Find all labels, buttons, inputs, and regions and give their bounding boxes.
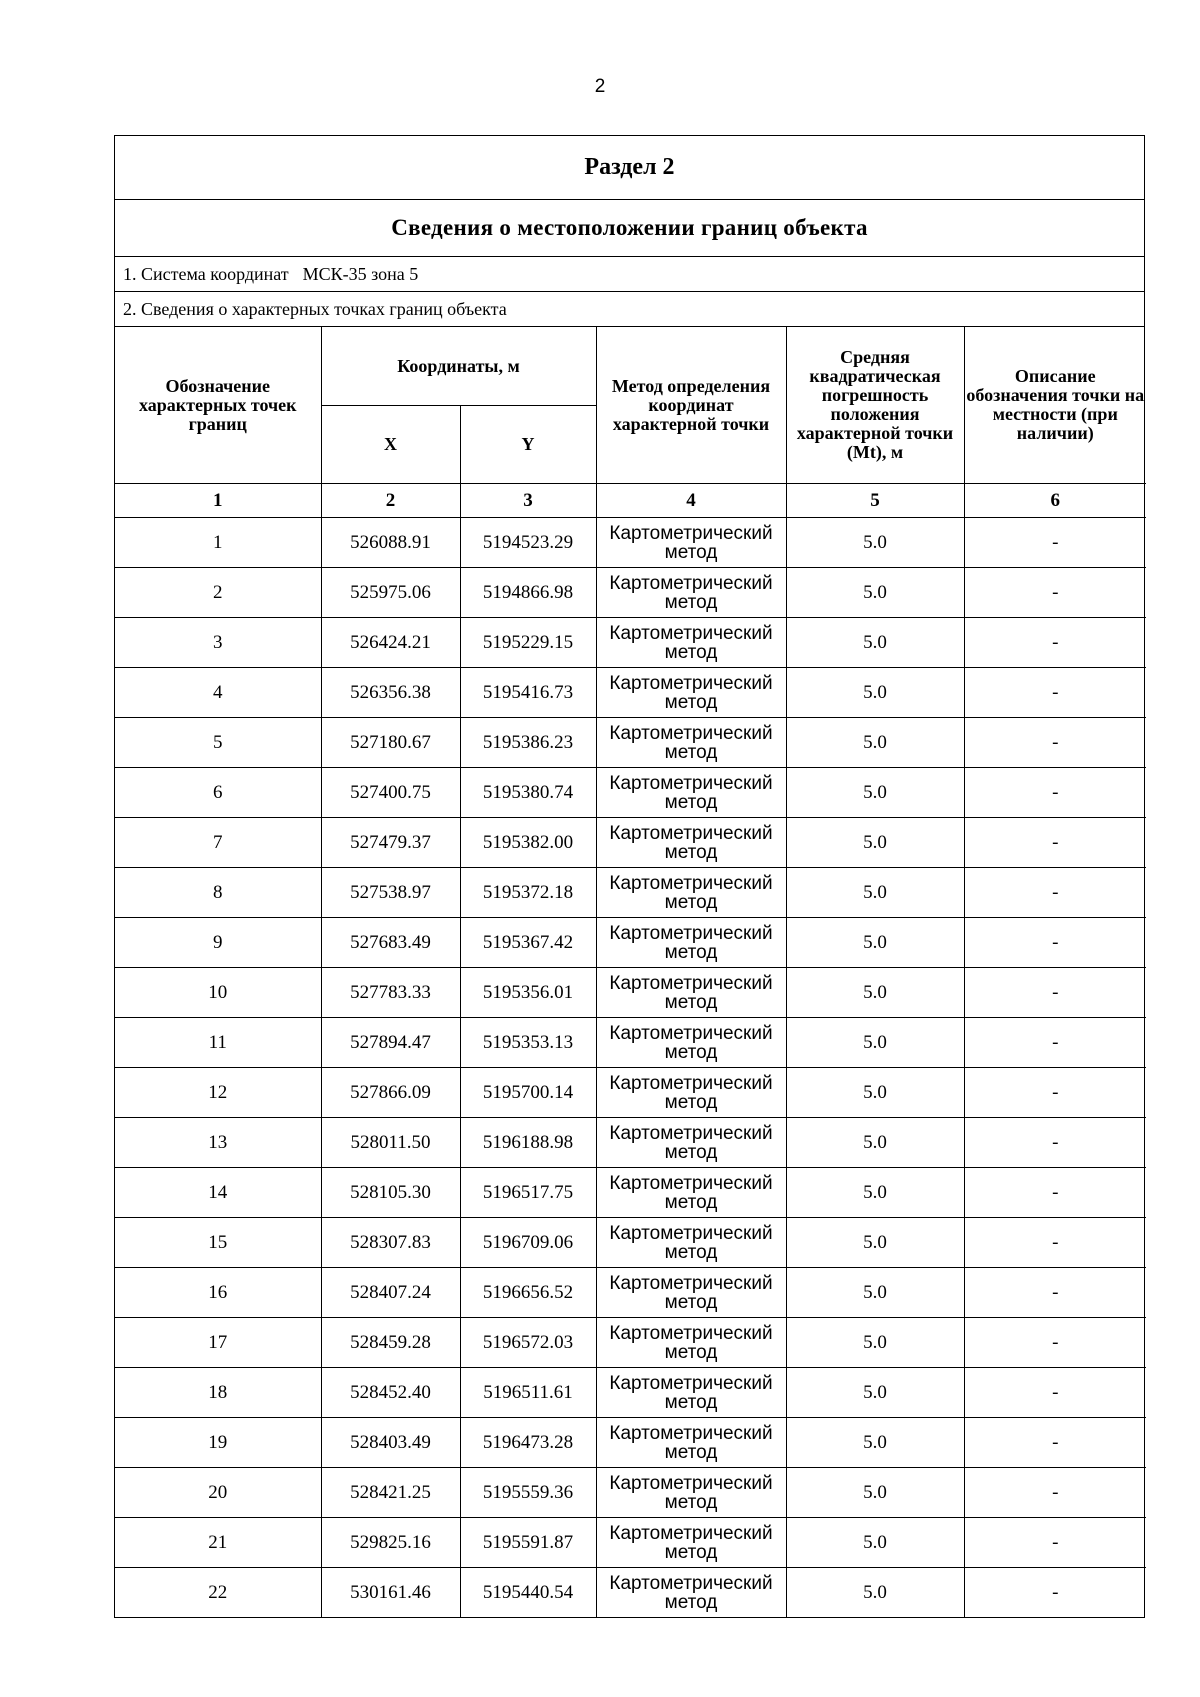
method-cell: Картометрический метод bbox=[596, 1468, 786, 1518]
table-row bbox=[115, 1318, 1146, 1368]
points-heading: 2. Сведения о характерных точках границ объекта bbox=[115, 292, 1144, 327]
coordinate-y-cell: 5194866.98 bbox=[460, 568, 596, 618]
coordinate-system-row bbox=[115, 257, 1144, 292]
coordinate-x-cell: 527783.33 bbox=[321, 968, 460, 1018]
method-cell: Картометрический метод bbox=[596, 1418, 786, 1468]
error-cell: 5.0 bbox=[786, 1218, 964, 1268]
description-cell: - bbox=[964, 1268, 1146, 1318]
coordinate-x-cell: 528421.25 bbox=[321, 1468, 460, 1518]
description-cell: - bbox=[964, 768, 1146, 818]
method-cell: Картометрический метод bbox=[596, 918, 786, 968]
error-cell: 5.0 bbox=[786, 568, 964, 618]
header-x: X bbox=[321, 406, 460, 484]
description-cell: - bbox=[964, 1068, 1146, 1118]
description-cell: - bbox=[964, 1418, 1146, 1468]
description-cell: - bbox=[964, 1118, 1146, 1168]
table-row bbox=[115, 1268, 1146, 1318]
table-row bbox=[115, 1368, 1146, 1418]
coordinate-x-cell: 525975.06 bbox=[321, 568, 460, 618]
error-cell: 5.0 bbox=[786, 868, 964, 918]
point-number-cell: 8 bbox=[115, 868, 321, 918]
table-row bbox=[115, 568, 1146, 618]
error-cell: 5.0 bbox=[786, 668, 964, 718]
coordinate-y-cell: 5195372.18 bbox=[460, 868, 596, 918]
description-cell: - bbox=[964, 568, 1146, 618]
error-cell: 5.0 bbox=[786, 768, 964, 818]
table-row bbox=[115, 818, 1146, 868]
method-cell: Картометрический метод bbox=[596, 568, 786, 618]
method-cell: Картометрический метод bbox=[596, 668, 786, 718]
coordinate-x-cell: 528105.30 bbox=[321, 1168, 460, 1218]
table-row bbox=[115, 518, 1146, 568]
error-cell: 5.0 bbox=[786, 718, 964, 768]
error-cell: 5.0 bbox=[786, 618, 964, 668]
point-number-cell: 16 bbox=[115, 1268, 321, 1318]
table-row bbox=[115, 1418, 1146, 1468]
coordinate-y-cell: 5195229.15 bbox=[460, 618, 596, 668]
description-cell: - bbox=[964, 818, 1146, 868]
point-number-cell: 6 bbox=[115, 768, 321, 818]
coordinate-x-cell: 529825.16 bbox=[321, 1518, 460, 1568]
column-number: 4 bbox=[596, 484, 786, 518]
method-cell: Картометрический метод bbox=[596, 818, 786, 868]
coordinate-x-cell: 526424.21 bbox=[321, 618, 460, 668]
error-cell: 5.0 bbox=[786, 1368, 964, 1418]
point-number-cell: 17 bbox=[115, 1318, 321, 1368]
coordinate-y-cell: 5195380.74 bbox=[460, 768, 596, 818]
table-row bbox=[115, 1118, 1146, 1168]
coordinate-y-cell: 5195386.23 bbox=[460, 718, 596, 768]
point-number-cell: 11 bbox=[115, 1018, 321, 1068]
section-2-frame bbox=[114, 135, 1145, 1618]
method-cell: Картометрический метод bbox=[596, 1168, 786, 1218]
coordinate-x-cell: 526356.38 bbox=[321, 668, 460, 718]
table-row bbox=[115, 1018, 1146, 1068]
coordinate-x-cell: 527180.67 bbox=[321, 718, 460, 768]
method-cell: Картометрический метод bbox=[596, 1518, 786, 1568]
coordinate-x-cell: 527538.97 bbox=[321, 868, 460, 918]
header-description: Описание обозначения точки на местности (при наличии) bbox=[964, 327, 1146, 484]
error-cell: 5.0 bbox=[786, 968, 964, 1018]
coordinate-y-cell: 5196511.61 bbox=[460, 1368, 596, 1418]
coordinate-y-cell: 5196656.52 bbox=[460, 1268, 596, 1318]
method-cell: Картометрический метод bbox=[596, 1218, 786, 1268]
table-row bbox=[115, 1568, 1146, 1618]
point-number-cell: 3 bbox=[115, 618, 321, 668]
method-cell: Картометрический метод bbox=[596, 868, 786, 918]
column-number: 1 bbox=[115, 484, 321, 518]
error-cell: 5.0 bbox=[786, 1468, 964, 1518]
coordinate-y-cell: 5195559.36 bbox=[460, 1468, 596, 1518]
page-number: 2 bbox=[594, 76, 606, 97]
point-number-cell: 10 bbox=[115, 968, 321, 1018]
table-row bbox=[115, 968, 1146, 1018]
point-number-cell: 15 bbox=[115, 1218, 321, 1268]
method-cell: Картометрический метод bbox=[596, 968, 786, 1018]
point-number-cell: 14 bbox=[115, 1168, 321, 1218]
coordinate-y-cell: 5196709.06 bbox=[460, 1218, 596, 1268]
point-number-cell: 5 bbox=[115, 718, 321, 768]
coordinate-x-cell: 528407.24 bbox=[321, 1268, 460, 1318]
table-row bbox=[115, 1068, 1146, 1118]
error-cell: 5.0 bbox=[786, 1268, 964, 1318]
boundary-points-table bbox=[115, 327, 1146, 1617]
method-cell: Картометрический метод bbox=[596, 1268, 786, 1318]
coordinate-system-value: МСК-35 зона 5 bbox=[302, 263, 419, 284]
header-point-designation: Обозначение характерных точек границ bbox=[115, 327, 321, 484]
point-number-cell: 2 bbox=[115, 568, 321, 618]
error-cell: 5.0 bbox=[786, 1318, 964, 1368]
column-numbers-row bbox=[115, 484, 1146, 518]
coordinate-x-cell: 527479.37 bbox=[321, 818, 460, 868]
header-error: Средняя квадратическая погрешность положения характерной точки (Mt), м bbox=[786, 327, 964, 484]
coordinate-y-cell: 5196188.98 bbox=[460, 1118, 596, 1168]
header-y: Y bbox=[460, 406, 596, 484]
description-cell: - bbox=[964, 1368, 1146, 1418]
point-number-cell: 18 bbox=[115, 1368, 321, 1418]
point-number-cell: 12 bbox=[115, 1068, 321, 1118]
method-cell: Картометрический метод bbox=[596, 1568, 786, 1618]
description-cell: - bbox=[964, 1568, 1146, 1618]
method-cell: Картометрический метод bbox=[596, 1118, 786, 1168]
column-number: 3 bbox=[460, 484, 596, 518]
method-cell: Картометрический метод bbox=[596, 1318, 786, 1368]
description-cell: - bbox=[964, 1018, 1146, 1068]
description-cell: - bbox=[964, 1468, 1146, 1518]
description-cell: - bbox=[964, 968, 1146, 1018]
header-method: Метод определения координат характерной точки bbox=[596, 327, 786, 484]
column-number: 6 bbox=[964, 484, 1146, 518]
coordinate-y-cell: 5195353.13 bbox=[460, 1018, 596, 1068]
method-cell: Картометрический метод bbox=[596, 1368, 786, 1418]
method-cell: Картометрический метод bbox=[596, 1018, 786, 1068]
coordinate-x-cell: 526088.91 bbox=[321, 518, 460, 568]
column-number: 5 bbox=[786, 484, 964, 518]
error-cell: 5.0 bbox=[786, 1418, 964, 1468]
coordinate-y-cell: 5195382.00 bbox=[460, 818, 596, 868]
method-cell: Картометрический метод bbox=[596, 1068, 786, 1118]
description-cell: - bbox=[964, 668, 1146, 718]
table-row bbox=[115, 868, 1146, 918]
point-number-cell: 21 bbox=[115, 1518, 321, 1568]
table-row bbox=[115, 718, 1146, 768]
coordinate-y-cell: 5195416.73 bbox=[460, 668, 596, 718]
table-row bbox=[115, 1518, 1146, 1568]
error-cell: 5.0 bbox=[786, 1118, 964, 1168]
description-cell: - bbox=[964, 618, 1146, 668]
description-cell: - bbox=[964, 518, 1146, 568]
point-number-cell: 19 bbox=[115, 1418, 321, 1468]
column-number: 2 bbox=[321, 484, 460, 518]
point-number-cell: 20 bbox=[115, 1468, 321, 1518]
coordinate-x-cell: 527400.75 bbox=[321, 768, 460, 818]
method-cell: Картометрический метод bbox=[596, 618, 786, 668]
coordinate-system-label: 1. Система координат bbox=[123, 263, 289, 284]
description-cell: - bbox=[964, 1168, 1146, 1218]
point-number-cell: 13 bbox=[115, 1118, 321, 1168]
coordinate-y-cell: 5195700.14 bbox=[460, 1068, 596, 1118]
table-row bbox=[115, 668, 1146, 718]
points-table-body bbox=[115, 518, 1146, 1618]
error-cell: 5.0 bbox=[786, 918, 964, 968]
coordinate-x-cell: 528011.50 bbox=[321, 1118, 460, 1168]
coordinate-y-cell: 5196572.03 bbox=[460, 1318, 596, 1368]
point-number-cell: 22 bbox=[115, 1568, 321, 1618]
coordinate-y-cell: 5194523.29 bbox=[460, 518, 596, 568]
coordinate-x-cell: 528403.49 bbox=[321, 1418, 460, 1468]
error-cell: 5.0 bbox=[786, 1518, 964, 1568]
coordinate-y-cell: 5195591.87 bbox=[460, 1518, 596, 1568]
method-cell: Картометрический метод bbox=[596, 518, 786, 568]
table-row bbox=[115, 768, 1146, 818]
table-row bbox=[115, 1168, 1146, 1218]
description-cell: - bbox=[964, 718, 1146, 768]
error-cell: 5.0 bbox=[786, 1018, 964, 1068]
method-cell: Картометрический метод bbox=[596, 718, 786, 768]
coordinate-y-cell: 5195440.54 bbox=[460, 1568, 596, 1618]
table-row bbox=[115, 918, 1146, 968]
error-cell: 5.0 bbox=[786, 1568, 964, 1618]
table-row bbox=[115, 1468, 1146, 1518]
description-cell: - bbox=[964, 1518, 1146, 1568]
description-cell: - bbox=[964, 868, 1146, 918]
error-cell: 5.0 bbox=[786, 1068, 964, 1118]
coordinate-x-cell: 528307.83 bbox=[321, 1218, 460, 1268]
coordinate-x-cell: 527866.09 bbox=[321, 1068, 460, 1118]
coordinate-x-cell: 530161.46 bbox=[321, 1568, 460, 1618]
coordinate-y-cell: 5196517.75 bbox=[460, 1168, 596, 1218]
description-cell: - bbox=[964, 1318, 1146, 1368]
coordinate-x-cell: 528459.28 bbox=[321, 1318, 460, 1368]
coordinate-x-cell: 527683.49 bbox=[321, 918, 460, 968]
coordinate-y-cell: 5195356.01 bbox=[460, 968, 596, 1018]
header-coordinates: Координаты, м bbox=[321, 327, 596, 406]
point-number-cell: 4 bbox=[115, 668, 321, 718]
section-subtitle: Сведения о местоположении границ объекта bbox=[115, 200, 1144, 257]
coordinate-y-cell: 5196473.28 bbox=[460, 1418, 596, 1468]
point-number-cell: 1 bbox=[115, 518, 321, 568]
table-row bbox=[115, 1218, 1146, 1268]
point-number-cell: 7 bbox=[115, 818, 321, 868]
table-row bbox=[115, 618, 1146, 668]
error-cell: 5.0 bbox=[786, 1168, 964, 1218]
point-number-cell: 9 bbox=[115, 918, 321, 968]
coordinate-y-cell: 5195367.42 bbox=[460, 918, 596, 968]
coordinate-x-cell: 528452.40 bbox=[321, 1368, 460, 1418]
description-cell: - bbox=[964, 1218, 1146, 1268]
section-title: Раздел 2 bbox=[115, 136, 1144, 200]
coordinate-x-cell: 527894.47 bbox=[321, 1018, 460, 1068]
method-cell: Картометрический метод bbox=[596, 768, 786, 818]
description-cell: - bbox=[964, 918, 1146, 968]
error-cell: 5.0 bbox=[786, 518, 964, 568]
error-cell: 5.0 bbox=[786, 818, 964, 868]
